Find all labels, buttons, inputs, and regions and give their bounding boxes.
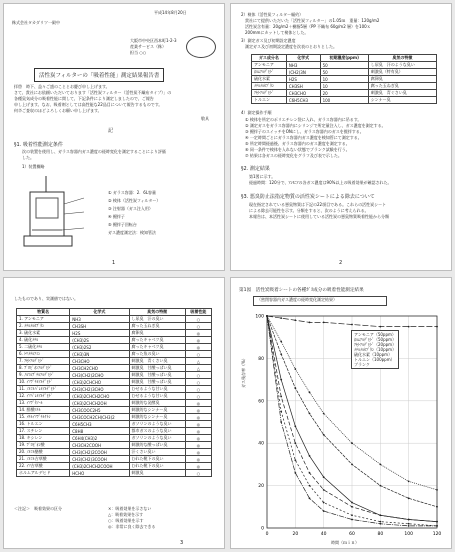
cell: 刺激臭 甘酸っぱい臭: [129, 379, 185, 386]
data-point: [408, 497, 410, 499]
data-point: [309, 455, 311, 457]
data-point: [294, 472, 296, 474]
cell: ◎: [185, 407, 211, 414]
col-formula: 化学式: [70, 309, 129, 316]
cell: ガソリンのような臭い: [129, 435, 185, 442]
greeting-line-1: 拝啓 時下、益々ご盛のこととお慶び申し上げます。: [14, 84, 110, 89]
cell: △: [185, 358, 211, 365]
data-point: [280, 396, 282, 398]
data-point: [294, 387, 296, 389]
cell: ○: [185, 393, 211, 400]
cell: ﾎﾙﾑｱﾙﾃﾞﾋﾄﾞ: [252, 69, 287, 76]
report-date: 平成14年8月20日: [154, 10, 187, 15]
table-row: [17, 435, 212, 442]
page-number-1: 1: [112, 260, 116, 266]
data-point: [294, 425, 296, 427]
p2-line-5: 3）測定ガス及び初期設定濃度: [241, 38, 296, 43]
table-row: [17, 372, 212, 379]
cell: 12. ｲｿﾊﾞﾚﾙｱﾙﾃﾞﾋﾄﾞ: [17, 393, 70, 400]
page-1: [4, 4, 224, 270]
y-tick-label: 40: [258, 441, 264, 447]
data-point: [379, 485, 381, 487]
cell: 刺激的なシンナー臭: [129, 407, 185, 414]
table-row: [252, 97, 437, 104]
page-4: [231, 278, 451, 548]
apparatus-item-2: ② 検体（活性炭フィルター）: [108, 198, 161, 203]
data-point: [351, 514, 353, 516]
note-3: ○：吸着効果を示す: [108, 518, 144, 523]
table-row: [17, 351, 212, 358]
cell: 20: [320, 90, 368, 97]
cell: 10: [320, 76, 368, 83]
gas-col-conc: 初期濃度(ppm): [320, 55, 368, 62]
col-substance: 物質名: [17, 309, 70, 316]
data-point: [280, 421, 282, 423]
legend-item: 硫化水素（10ppm）: [354, 352, 393, 357]
gas-table: [251, 54, 437, 104]
data-point: [351, 442, 353, 444]
cell: NH3: [286, 62, 320, 69]
data-point: [309, 485, 311, 487]
cell: ◎: [185, 400, 211, 407]
x-tick-label: 120: [432, 532, 442, 537]
apparatus-item-4: ④ 攪拌子: [108, 214, 125, 219]
cell: ホルムアルデヒド: [17, 470, 70, 477]
cell: 刺激的な発酵臭: [129, 400, 185, 407]
cell: ◎: [185, 463, 211, 470]
cell: ○: [185, 379, 211, 386]
data-point: [408, 326, 410, 328]
data-point: [309, 391, 311, 393]
data-point: [351, 506, 353, 508]
data-point: [379, 521, 381, 523]
cell: 16. トルエン: [17, 421, 70, 428]
data-point: [309, 472, 311, 474]
cell: ◎: [185, 337, 211, 344]
col-performance: 吸着性能: [185, 309, 211, 316]
data-point: [379, 464, 381, 466]
cell: トルエン: [252, 97, 287, 104]
cell: C8H8: [70, 428, 129, 435]
data-point: [436, 521, 438, 523]
section-3-heading: §3. 悪臭防止法指定物質の活性炭シートによる除去について: [241, 194, 375, 200]
cell: 50: [320, 69, 368, 76]
cell: ○: [185, 372, 211, 379]
x-tick-label: 80: [377, 532, 384, 537]
cell: ◎: [185, 344, 211, 351]
cell: CH3CH2COOH: [70, 442, 129, 449]
cell: 9. ﾉﾙﾏﾙﾌﾞﾁﾙｱﾙﾃﾞﾋﾄﾞ: [17, 372, 70, 379]
cell: (CH3)2CHCHO: [70, 379, 129, 386]
company-seal: [186, 36, 216, 58]
x-tick-label: 60: [349, 532, 355, 537]
legend-item: ﾒﾁﾙﾒﾙｶﾌﾟﾀﾝ（10ppm）: [354, 347, 397, 352]
cell: むせるような甘い臭: [129, 393, 185, 400]
p2-line-3: 活性炭含有量：20g/m2＋樹脂5層（PP 不織布 60g/m2 層）を100ｘ: [241, 24, 371, 29]
cell: し尿臭 汗の臭い: [129, 316, 185, 323]
table-row: [17, 337, 212, 344]
glass-vessel-icon: [30, 192, 64, 236]
table-row: [17, 393, 212, 400]
cell: し尿臭 汗のような臭い: [368, 62, 436, 69]
cell: むれた靴下の臭い: [129, 456, 185, 463]
y-tick-label: 20: [258, 484, 264, 490]
table-row: [17, 414, 212, 421]
data-point: [408, 523, 410, 525]
data-point: [351, 464, 353, 466]
data-point: [379, 326, 381, 328]
cell: C6H4(CH3)2: [70, 435, 129, 442]
gas-col-formula: 化学式: [286, 55, 320, 62]
table-row: [17, 407, 212, 414]
table-row: [17, 365, 212, 372]
page-number-2: 2: [339, 260, 343, 266]
cell: CH3SH: [70, 323, 129, 330]
cell: ○: [185, 323, 211, 330]
x-tick-label: 40: [320, 532, 327, 537]
data-point: [379, 514, 381, 516]
greeting-line-4: 申し上げます。なお、吸着剤としては高性能な22品目について報告するものです。: [14, 102, 163, 107]
greeting-line-5: 何卒ご査収のほどよろしくお願い申し上げます。: [14, 108, 102, 113]
data-point: [323, 476, 325, 478]
cell: CH3CH2CHO: [70, 365, 129, 372]
cell: ○: [185, 470, 211, 477]
section-3-text-1: 現在指定されている悪臭物質は下記の22項目である。これらの活性炭シート: [249, 202, 387, 207]
section-1-text-2: した。: [22, 155, 34, 160]
y-tick-label: 60: [258, 399, 264, 405]
apparatus-item-5: ⑤ 攪拌子回転台: [108, 222, 137, 227]
cell: CH3CHO: [70, 358, 129, 365]
cell: (CH3)2S2: [70, 344, 129, 351]
section-1-heading: §1. 吸着性能測定条件: [14, 142, 63, 148]
data-point: [323, 489, 325, 491]
table-row: [252, 76, 437, 83]
cell: 6. ﾄﾘﾒﾁﾙｱﾐﾝ: [17, 351, 70, 358]
table-row: [252, 90, 437, 97]
cell: 都市ガスのような臭い: [129, 428, 185, 435]
odor-substance-table: [16, 308, 212, 477]
y-tick-label: 80: [258, 356, 264, 362]
data-point: [323, 510, 325, 512]
p2-line-6: 測定ガス及び初期設定濃度を次表のとおりとした。: [241, 44, 337, 49]
legend-item: ｱｾﾄｱﾙﾃﾞﾋﾄﾞ（20ppm）: [354, 342, 397, 347]
cell: ◎: [185, 421, 211, 428]
legend-item: トルエン（100ppm）: [354, 357, 395, 362]
section-2-heading: §2. 測定結果: [241, 166, 270, 172]
data-point: [280, 341, 282, 343]
data-point: [408, 525, 410, 527]
col-odor: 臭気の特徴: [129, 309, 185, 316]
data-point: [351, 324, 353, 326]
cell: ◎: [185, 449, 211, 456]
table-row: [252, 69, 437, 76]
table-row: [17, 442, 212, 449]
legend-item: ブランク: [354, 362, 370, 367]
data-point: [436, 326, 438, 328]
sender-line-2: 産業サービス（株）: [130, 44, 166, 49]
cell: 19. ﾌﾟﾛﾋﾟｵﾝ酸: [17, 442, 70, 449]
table-row: [17, 470, 212, 477]
section-3-text-3: 本報告は、本活性炭シートに使用している活性炭の悪臭物質吸着性能から分類: [249, 214, 389, 219]
data-point: [280, 317, 282, 319]
cell: 15. ﾒﾁﾙｲｿﾌﾞﾁﾙｹﾄﾝ: [17, 414, 70, 421]
recipient-company: 株式会社タカダリツ一殿中: [12, 20, 60, 25]
cell: 腐卵臭: [129, 330, 185, 337]
apparatus-subheading: 1）装置概略: [22, 164, 45, 169]
data-point: [294, 459, 296, 461]
data-point: [309, 497, 311, 499]
note-2: △：吸着効果を示す: [108, 512, 144, 517]
cell: CH3COCH2CH(CH3)2: [70, 414, 129, 421]
chart-legend: [351, 330, 399, 369]
page-3: [4, 278, 224, 548]
cell: (CH3)2CHCH2OH: [70, 400, 129, 407]
x-tick-label: 100: [404, 532, 413, 537]
data-point: [436, 489, 438, 491]
procedure-4: ④ 一定時間ごとにガラス容器内ガス濃度を検知管にて測定する。: [245, 135, 362, 140]
table-row: [17, 344, 212, 351]
data-point: [294, 442, 296, 444]
odor-table-header: [17, 309, 212, 316]
data-point: [294, 319, 296, 321]
cell: 22. ｲｿ吉草酸: [17, 463, 70, 470]
apparatus-note: ガス濃度測定法：検知管法: [108, 230, 156, 235]
sender-line-1: 大阪市中央区西本町1-2-3: [130, 38, 177, 43]
gas-table-header: [252, 55, 437, 62]
y-tick-label: 0: [261, 526, 264, 532]
table-row: [252, 83, 437, 90]
cell: 腐った玉ねぎ臭: [368, 83, 436, 90]
cell: 13. ｲｿﾌﾞﾀﾉｰﾙ: [17, 400, 70, 407]
y-axis-label: ガス残存率（%）: [241, 356, 246, 388]
report-title: 活性炭フィルターの「吸着性能」測定結果報告書: [34, 68, 164, 82]
sample-icon: [36, 198, 58, 218]
data-point: [323, 321, 325, 323]
table-row: [17, 463, 212, 470]
cell: 14. 酢酸ｴﾁﾙ: [17, 407, 70, 414]
data-point: [436, 506, 438, 508]
x-axis-label: 時間（ｍｉｎ）: [331, 540, 359, 545]
cell: 腐った魚の臭い: [129, 351, 185, 358]
cell: 8. ﾌﾟﾛﾋﾟｵﾝｱﾙﾃﾞﾋﾄﾞ: [17, 365, 70, 372]
cell: 刺激臭 甘酸っぱい臭: [129, 365, 185, 372]
cell: (CH3)2S: [70, 337, 129, 344]
page-number-3: 3: [180, 540, 184, 546]
table-row: [17, 330, 212, 337]
cell: 100: [320, 97, 368, 104]
data-point: [323, 413, 325, 415]
p2-line-2: 貴社にて提供いただいた「活性炭フィルター」の1.05ｍ 重量：120g/m2: [241, 18, 380, 23]
data-point: [309, 321, 311, 323]
cell: 5. 二硫化ﾒﾁﾙ: [17, 344, 70, 351]
cell: CH3(CH2)2CHO: [70, 372, 129, 379]
cell: 3. 硫化水素: [17, 330, 70, 337]
apparatus-diagram: [16, 174, 101, 254]
adsorption-chart: [247, 308, 447, 538]
cell: シンナー臭: [368, 97, 436, 104]
cell: ◎: [185, 414, 211, 421]
cell: 11. ﾉﾙﾏﾙﾊﾞﾚﾙｱﾙﾃﾞﾋﾄﾞ: [17, 386, 70, 393]
legend-item: アンモニア（50ppm）: [354, 332, 396, 337]
procedure-7: ⑦ 結果は各ガスの経時変化をグラフ及び表で示した。: [245, 153, 342, 158]
gas-col-name: ガス成分名: [252, 55, 287, 62]
data-point: [280, 379, 282, 381]
x-tick-label: 0: [265, 532, 269, 537]
cell: 20. ﾉﾙﾏﾙ酪酸: [17, 449, 70, 456]
cell: 21. ﾉﾙﾏﾙ吉草酸: [17, 456, 70, 463]
stirrer-base-icon: [24, 236, 72, 246]
cell: 硫化水素: [252, 76, 287, 83]
table-row: [17, 323, 212, 330]
section-3-text-2: による除去可能性を示す。分類をすると、次のように考えられる。: [249, 208, 369, 213]
cell: 刺激臭: [129, 470, 185, 477]
cell: 50: [320, 62, 368, 69]
procedure-5: ⑤ 所定時間経過後、ガラス容器内のガス濃度を測定する。: [245, 141, 350, 146]
cell: (CH2)3N: [286, 69, 320, 76]
cell: 腐卵臭: [368, 76, 436, 83]
greeting-line-3: 各種臭気成分の吸着性能に関して、下記条件により測定しましたので、ご報告: [14, 96, 154, 101]
data-point: [266, 315, 268, 317]
cell: 刺激的な酸っぱい臭: [129, 442, 185, 449]
table-row: [17, 386, 212, 393]
cell: H2S: [70, 330, 129, 337]
legend-item: ﾎﾙﾑｱﾙﾃﾞﾋﾄﾞ（50ppm）: [354, 337, 397, 342]
cell: (CH3)2CHCH2CHO: [70, 393, 129, 400]
note-1: ×：吸着効果を示さない: [108, 506, 152, 511]
cell: ○: [185, 316, 211, 323]
section-1-text-1: 次の装置を使用し、ガラス容器内ガス濃度の経時変化を測定することにより評価: [22, 149, 166, 154]
cell: ガソリンのような臭い: [129, 421, 185, 428]
cell: ◎: [185, 442, 211, 449]
table-row: [17, 449, 212, 456]
data-point: [408, 519, 410, 521]
cell: 汗くさい臭い: [129, 449, 185, 456]
table-row: [17, 428, 212, 435]
data-point: [280, 353, 282, 355]
cell: 18. キシレン: [17, 435, 70, 442]
cell: ｱｾﾄｱﾙﾃﾞﾋﾄﾞ: [252, 90, 287, 97]
p3-intro: したものであり、実測値ではない。: [14, 296, 78, 301]
procedure-3: ③ 攪拌子のスイッチをONにし、ガラス容器内のガスを撹拌する。: [245, 129, 364, 134]
cell: 10. ｲｿﾌﾞﾁﾙｱﾙﾃﾞﾋﾄﾞ: [17, 379, 70, 386]
cell: 4. 硫化ﾒﾁﾙ: [17, 337, 70, 344]
cell: CH3SH: [286, 83, 320, 90]
cell: ◎: [185, 330, 211, 337]
procedure-1: ① 検体を所定のポリエチレン袋に入れ、ガラス容器内に吊るす。: [245, 117, 362, 122]
data-point: [323, 502, 325, 504]
cell: ◎: [185, 435, 211, 442]
y-tick-label: 100: [255, 314, 264, 320]
procedure-title: 4）測定操作手順: [241, 110, 272, 115]
table-row: [17, 400, 212, 407]
cell: 刺激臭（特有臭）: [368, 69, 436, 76]
cell: CH3COOC2H5: [70, 407, 129, 414]
cell: 17. スチレン: [17, 428, 70, 435]
data-point: [323, 434, 325, 436]
greeting-line-2: さて、貴社にお依頼いただいております「活性炭フィルター（活性炭不織布タイプ）」の: [14, 90, 172, 95]
cell: 1. アンモニア: [17, 316, 70, 323]
table-row: [17, 421, 212, 428]
cell: CH3(CH2)3COOH: [70, 456, 129, 463]
cell: 刺激臭 青くさい臭: [129, 358, 185, 365]
cell: CH3CHO: [286, 90, 320, 97]
cell: H2S: [286, 76, 320, 83]
cell: (CH3)3N: [70, 351, 129, 358]
cell: ○: [185, 386, 211, 393]
cell: CH3(CH2)3CHO: [70, 386, 129, 393]
table-row: [17, 379, 212, 386]
cell: △: [185, 365, 211, 372]
cell: C6H5CH3: [70, 421, 129, 428]
procedure-6: ⑥ 同一条件で検体を入れない状態でブランク試験を行う。: [245, 147, 350, 152]
ki-heading: 記: [108, 128, 114, 134]
p2-line-4: 200mmにカットして検体とした。: [241, 30, 309, 35]
section-2-text-2: 経過時間：120分で、ｱﾝﾓﾆｱの各ガス濃度は90%以上の吸着効果が確認された。: [249, 180, 392, 185]
cell: 10: [320, 83, 368, 90]
note-4: ◎：非常に良く除去できる: [108, 524, 156, 529]
data-point: [280, 411, 282, 413]
closing-text: 敬具: [201, 116, 209, 121]
cell: 腐ったキャベツ臭: [129, 344, 185, 351]
cell: 刺激臭 甘酸っぱい臭: [129, 372, 185, 379]
cell: 7. ｱｾﾄｱﾙﾃﾞﾋﾄﾞ: [17, 358, 70, 365]
apparatus-item-1: ① ガラス容器：2．6L容量: [108, 190, 157, 195]
notes-title: ＜注記＞ 吸着効果の区分: [14, 506, 62, 511]
cell: むせるような甘い臭: [129, 386, 185, 393]
gas-col-odor: 臭気の特徴: [368, 55, 436, 62]
cell: ○: [185, 351, 211, 358]
cell: ◎: [185, 456, 211, 463]
chart-subtitle: （密閉容器内ガス濃度の経時変化測定結果）: [257, 297, 337, 302]
odor-table-body: [17, 316, 212, 477]
table-row: [252, 62, 437, 69]
cell: 腐った玉ねぎ臭: [129, 323, 185, 330]
procedure-2: ② 測定ガスをガラス容器内にシリンジで所定量注入し、ガス濃度を測定する。: [245, 123, 386, 128]
cell: 刺激臭 青ぐさい臭: [368, 90, 436, 97]
data-point: [379, 523, 381, 525]
cell: アンモニア: [252, 62, 287, 69]
data-point: [351, 519, 353, 521]
apparatus-item-3: ③ 注射器（ガス注入用）: [108, 206, 153, 211]
cell: 2. ﾒﾁﾙﾒﾙｶﾌﾟﾀﾝ: [17, 323, 70, 330]
table-row: [17, 358, 212, 365]
cell: CH3(CH2)2COOH: [70, 449, 129, 456]
cell: C6H5CH3: [286, 97, 320, 104]
cell: むれた靴下の臭い: [129, 463, 185, 470]
chart-title: 第1図 活性炭吸着シートの各種ｶﾞｽ成分の吸着性能測定結果: [239, 288, 364, 293]
section-2-text-1: 第1図に示す。: [249, 174, 276, 179]
cell: 腐ったキャベツ臭: [129, 337, 185, 344]
x-tick-label: 20: [292, 532, 299, 537]
data-point: [351, 502, 353, 504]
table-row: [17, 456, 212, 463]
cell: NH3: [70, 316, 129, 323]
sender-line-3: 担当 ○○: [130, 50, 147, 55]
cell: 刺激的なシンナー臭: [129, 414, 185, 421]
cell: ﾒﾁﾙﾒﾙｶﾌﾟﾀﾝ: [252, 83, 287, 90]
table-row: [17, 316, 212, 323]
data-point: [436, 525, 438, 527]
data-point: [408, 480, 410, 482]
data-point: [309, 413, 311, 415]
page-2: [231, 4, 451, 270]
cell: HCHO: [70, 470, 129, 477]
cell: (CH3)2CHCH2COOH: [70, 463, 129, 470]
cell: ◎: [185, 428, 211, 435]
data-point: [294, 368, 296, 370]
p2-line-1: 2）検体（活性炭フィルター幅約）: [241, 12, 304, 17]
